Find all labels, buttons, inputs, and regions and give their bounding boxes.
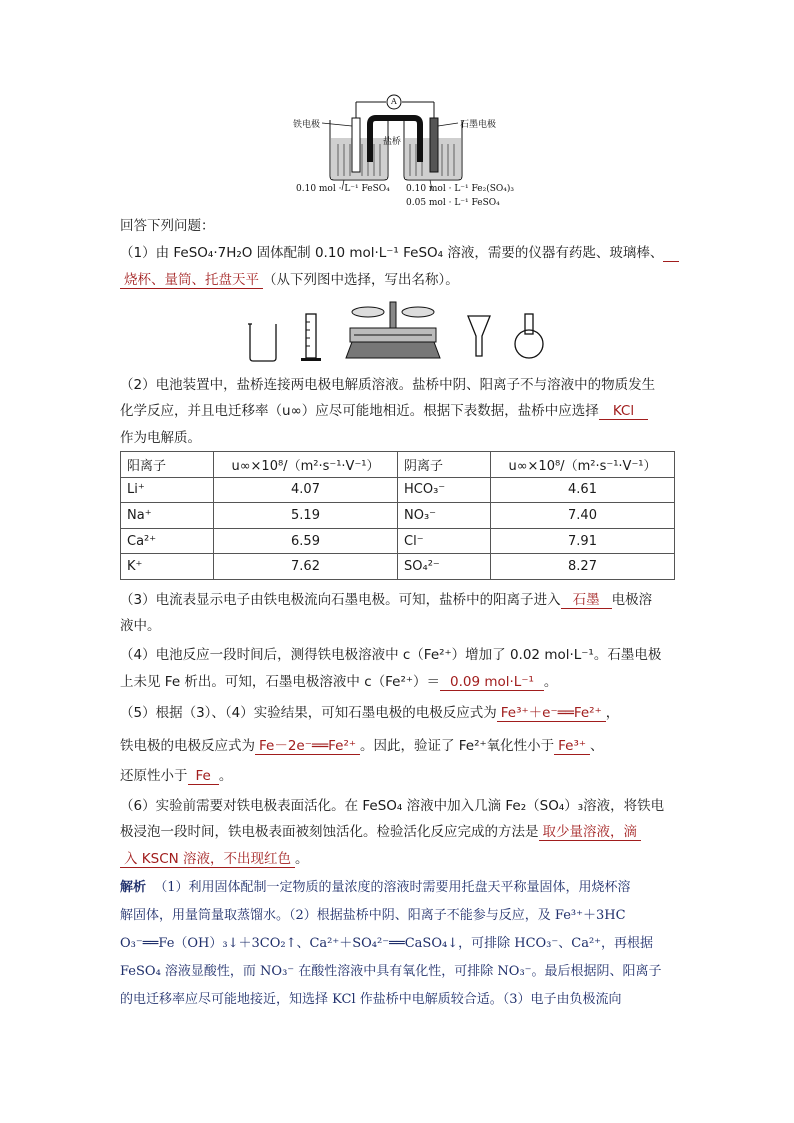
- table-cell: 7.91: [491, 528, 675, 554]
- table-cell: NO₃⁻: [398, 503, 491, 529]
- ion-mobility-table: [120, 451, 675, 580]
- q5-text-2: 铁电极的电极反应式为: [120, 738, 255, 754]
- q2-text: 化学反应，并且电迁移率（u∞）应尽可能地相近。根据下表数据，盐桥中应选择: [120, 403, 599, 419]
- q1-text-b: （从下列图中选择，写出名称）。: [263, 272, 459, 288]
- analysis-line-5: 的电迁移率应尽可能地接近，知选择 KCl 作盐桥中电解质较合适。（3）电子由负极流向: [120, 992, 622, 1007]
- table-row: [121, 477, 675, 503]
- table-header-row: [121, 452, 675, 478]
- fe-electrode-label: 铁电极: [293, 120, 321, 130]
- table-row: [121, 503, 675, 529]
- table-cell: 5.19: [214, 503, 398, 529]
- graduated-cylinder-icon: [301, 314, 321, 361]
- q4-text-b: 。: [543, 674, 558, 690]
- q5-answer-2: Fe－2e⁻══Fe²⁺: [255, 738, 360, 755]
- q6-answer-b: 入 KSCN 溶液，不出现红色: [120, 851, 295, 868]
- question-1-line-2: [120, 270, 674, 290]
- right-solution-label-2: 0.05 mol · L⁻¹ FeSO₄: [406, 198, 500, 208]
- table-cell: 6.59: [214, 528, 398, 554]
- table-cell: 7.40: [491, 503, 675, 529]
- balance-icon: [346, 302, 440, 358]
- table-header-cell: u∞×10⁸/（m²·s⁻¹·V⁻¹）: [214, 452, 398, 478]
- analysis-line-4: FeSO₄ 溶液显酸性，而 NO₃⁻ 在酸性溶液中具有氧化性，可排除 NO₃⁻。最后根据阴、阳离子: [120, 964, 662, 979]
- analysis-label: 解析: [120, 880, 147, 895]
- q6-answer-a: 取少量溶液，滴: [539, 824, 642, 841]
- question-4-line-2: [120, 672, 674, 692]
- table-cell: Ca²⁺: [121, 528, 214, 554]
- question-1-line-1: [120, 243, 674, 263]
- table-header-cell: u∞×10⁸/（m²·s⁻¹·V⁻¹）: [491, 452, 675, 478]
- q5-text-3b: 。: [218, 768, 233, 784]
- ammeter-label: A: [391, 97, 397, 106]
- question-6-line-3: [120, 849, 674, 869]
- table-cell: SO₄²⁻: [398, 554, 491, 580]
- question-3-line-1: [120, 590, 674, 610]
- table-row: [121, 528, 675, 554]
- table-cell: HCO₃⁻: [398, 477, 491, 503]
- q1-text: （1）由 FeSO₄·7H₂O 固体配制 0.10 mol·L⁻¹ FeSO₄ 溶液，需要的仪器有药匙、玻璃棒、: [120, 245, 664, 261]
- table-cell: 4.61: [491, 477, 675, 503]
- table-cell: K⁺: [121, 554, 214, 580]
- q2-answer: KCl: [599, 403, 648, 420]
- table-header-cell: 阴离子: [398, 452, 491, 478]
- question-3-line-2: 液中。: [120, 618, 161, 634]
- table-cell: 7.62: [214, 554, 398, 580]
- table-cell: 8.27: [491, 554, 675, 580]
- question-5-line-3: [120, 766, 674, 786]
- apparatus-row: [240, 298, 560, 364]
- funnel-icon: [468, 316, 490, 356]
- table-row: [121, 554, 675, 580]
- q4-text: 上未见 Fe 析出。可知，石墨电极溶液中 c（Fe²⁺）＝: [120, 674, 440, 690]
- q5-answer-3: Fe³⁺: [554, 738, 590, 755]
- analysis-line-1: [120, 878, 674, 898]
- table-cell: Na⁺: [121, 503, 214, 529]
- q5-text-3: 还原性小于: [120, 768, 188, 784]
- q6-text-b: 。: [295, 851, 309, 867]
- q5-answer-1: Fe³⁺＋e⁻══Fe²⁺: [497, 705, 606, 722]
- question-2-line-1: （2）电池装置中，盐桥连接两电极电解质溶液。盐桥中阴、阳离子不与溶液中的物质发生: [120, 377, 656, 393]
- q3-text: （3）电流表显示电子由铁电极流向石墨电极。可知，盐桥中的阳离子进入: [120, 592, 561, 608]
- table-cell: 4.07: [214, 477, 398, 503]
- left-solution-label: 0.10 mol · L⁻¹ FeSO₄: [296, 184, 390, 194]
- q1-answer: 烧杯、量筒、托盘天平: [120, 272, 263, 289]
- analysis-text: （1）利用固体配制一定物质的量浓度的溶液时需要用托盘天平称量固体，用烧杯溶: [154, 880, 631, 895]
- q5-text-2c: 、: [590, 738, 604, 754]
- right-solution-label-1: 0.10 mol · L⁻¹ Fe₂(SO₄)₃: [406, 184, 514, 194]
- q3-text-b: 电极溶: [611, 592, 653, 608]
- analysis-line-2: 解固体，用量筒量取蒸馏水。（2）根据盐桥中阴、阳离子不能参与反应，及 Fe³⁺＋3HC: [120, 908, 626, 923]
- question-2-line-3: 作为电解质。: [120, 430, 201, 446]
- question-4-line-1: （4）电池反应一段时间后，测得铁电极溶液中 c（Fe²⁺）增加了 0.02 mol·L⁻¹。石墨电极: [120, 647, 662, 663]
- q5-text-b: ，: [605, 705, 620, 721]
- q5-text: （5）根据（3）、（4）实验结果，可知石墨电极的电极反应式为: [120, 705, 497, 721]
- question-5-line-1: [120, 703, 674, 723]
- table-cell: Cl⁻: [398, 528, 491, 554]
- question-2-line-2: [120, 401, 674, 421]
- analysis-line-3: O₃⁻══Fe（OH）₃↓＋3CO₂↑、Ca²⁺＋SO₄²⁻══CaSO₄↓，可排除 HCO₃⁻、Ca²⁺，再根据: [120, 936, 654, 951]
- q4-answer: 0.09 mol·L⁻¹: [440, 674, 544, 691]
- salt-bridge-label: 盐桥: [383, 137, 402, 147]
- beaker-icon: [248, 324, 276, 361]
- table-header-cell: 阳离子: [121, 452, 214, 478]
- q5-text-2b: 。因此，验证了 Fe²⁺氧化性小于: [359, 738, 555, 754]
- q6-text: 极浸泡一段时间，铁电极表面被刻蚀活化。检验活化反应完成的方法是: [120, 824, 539, 840]
- question-6-line-2: [120, 822, 674, 842]
- intro-text: 回答下列问题：: [120, 218, 215, 234]
- q5-answer-4: Fe: [188, 768, 219, 785]
- round-flask-icon: [515, 314, 543, 358]
- q3-answer: 石墨: [561, 592, 612, 609]
- graphite-electrode-label: 石墨电极: [460, 120, 497, 130]
- table-cell: Li⁺: [121, 477, 214, 503]
- question-5-line-2: [120, 736, 674, 756]
- question-6-line-1: （6）实验前需要对铁电极表面活化。在 FeSO₄ 溶液中加入几滴 Fe₂（SO₄）₃溶液，将铁电: [120, 798, 665, 814]
